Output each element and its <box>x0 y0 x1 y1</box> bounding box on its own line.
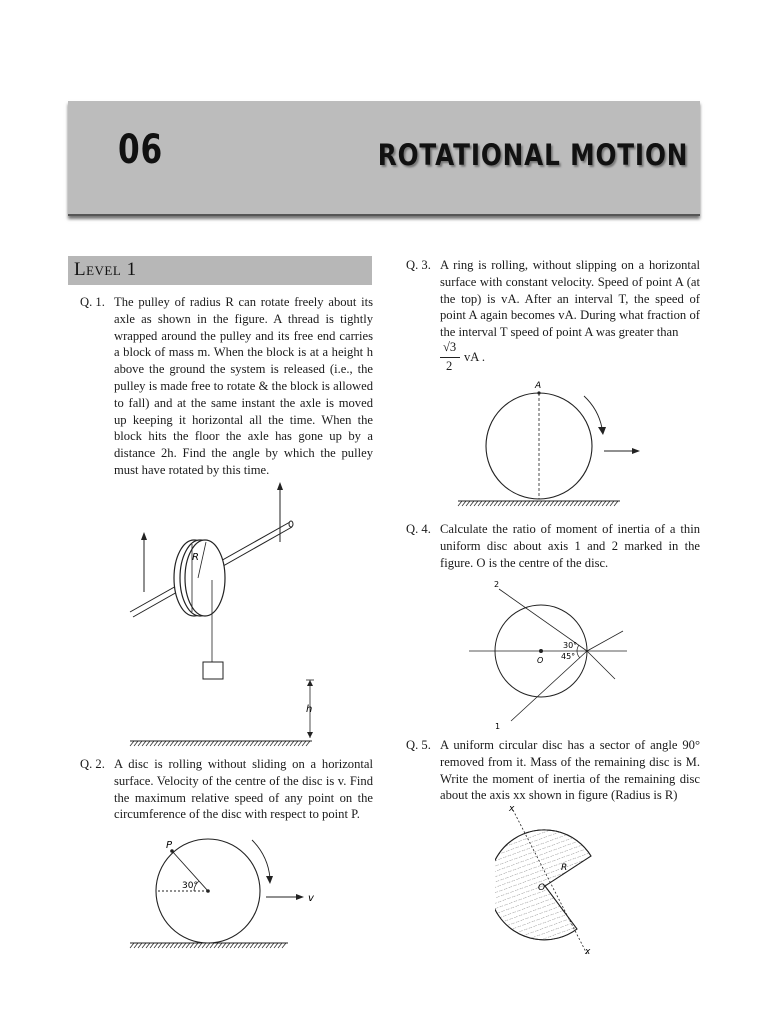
ground-hatch <box>306 741 310 746</box>
ground-hatch <box>506 501 510 506</box>
ground-hatch <box>166 943 170 948</box>
ground-hatch <box>222 943 226 948</box>
ground-hatch <box>534 501 538 506</box>
chapter-title: ROTATIONAL MOTION <box>377 138 688 172</box>
ground-hatch <box>494 501 498 506</box>
question-5 <box>406 737 700 805</box>
ground-hatch <box>174 943 178 948</box>
ground-hatch <box>462 501 466 506</box>
ground-hatch <box>538 501 542 506</box>
ground-hatch <box>218 943 222 948</box>
ground-hatch <box>522 501 526 506</box>
ground-hatch <box>562 501 566 506</box>
ground-hatch <box>490 501 494 506</box>
ground-hatch <box>190 741 194 746</box>
ground-hatch <box>286 741 290 746</box>
ground-hatch <box>158 741 162 746</box>
ground-hatch <box>150 741 154 746</box>
question-number: Q. 1. <box>80 295 105 309</box>
ground-hatch <box>478 501 482 506</box>
ground-hatch <box>546 501 550 506</box>
point-a-label: A <box>535 381 542 391</box>
ground-hatch <box>290 741 294 746</box>
ground-hatch <box>138 943 142 948</box>
question-2 <box>80 756 373 826</box>
ground-hatch <box>250 943 254 948</box>
height-label: h <box>306 704 313 715</box>
ground-hatch <box>278 741 282 746</box>
ground-hatch <box>610 501 614 506</box>
ground-hatch <box>238 741 242 746</box>
ground-hatch <box>178 943 182 948</box>
angle-label: 30° <box>182 881 198 891</box>
axis-2-label: 2 <box>494 580 500 589</box>
ground-hatch <box>142 741 146 746</box>
ground-hatch <box>210 943 214 948</box>
axis-x-top-label: x <box>509 804 515 814</box>
ground-hatch <box>486 501 490 506</box>
ground-hatch <box>234 943 238 948</box>
ground-hatch <box>570 501 574 506</box>
ground-hatch <box>166 741 170 746</box>
question-number: Q. 3. <box>406 258 431 272</box>
ground-hatch <box>254 943 258 948</box>
ground-hatch <box>258 741 262 746</box>
ground-hatch <box>270 741 274 746</box>
rolling-ring-figure <box>452 380 652 515</box>
question-number: Q. 5. <box>406 738 431 752</box>
ground-hatch <box>606 501 610 506</box>
angle-45-label: 45° <box>561 652 576 661</box>
question-number: Q. 4. <box>406 522 431 536</box>
ground-hatch <box>198 741 202 746</box>
ground-hatch <box>582 501 586 506</box>
axis-1-label: 1 <box>495 722 501 731</box>
ground-hatch <box>554 501 558 506</box>
ground-hatch <box>242 943 246 948</box>
ground-hatch <box>154 943 158 948</box>
ground-hatch <box>198 943 202 948</box>
ground-hatch <box>202 943 206 948</box>
radius-r-label: R <box>561 863 568 873</box>
ground-hatch <box>502 501 506 506</box>
ground-hatch <box>302 741 306 746</box>
fraction-numerator: √3 <box>443 340 457 354</box>
ground-hatch <box>218 741 222 746</box>
ground-hatch <box>178 741 182 746</box>
ground-hatch <box>262 741 266 746</box>
fraction-denominator: 2 <box>446 359 453 373</box>
ground-hatch <box>258 943 262 948</box>
angle-30-label: 30° <box>563 641 578 650</box>
ground-hatch <box>234 741 238 746</box>
ground-hatch <box>202 741 206 746</box>
ground-hatch <box>150 943 154 948</box>
ground-hatch <box>498 501 502 506</box>
centre-o-label: O <box>538 883 546 893</box>
ground-hatch <box>598 501 602 506</box>
ground-hatch <box>270 943 274 948</box>
fraction-tail: vA . <box>464 350 485 364</box>
level-label: Level 1 <box>74 259 137 280</box>
ground-hatch <box>210 741 214 746</box>
ground-hatch <box>242 741 246 746</box>
ground-hatch <box>542 501 546 506</box>
question-1 <box>80 294 373 484</box>
ground-hatch <box>566 501 570 506</box>
ground-hatch <box>578 501 582 506</box>
ground-hatch <box>154 741 158 746</box>
question-text: A uniform circular disc has a sector of angle 90° removed from it. Mass of the remaining disc is M. Write the moment of inertia of the remaining disc about the axis xx shown in figure (Radius is R) <box>440 738 700 803</box>
ground-hatch <box>142 943 146 948</box>
ground-hatch <box>474 501 478 506</box>
pulley-figure <box>120 480 320 750</box>
ground-hatch <box>590 501 594 506</box>
ground-hatch <box>230 741 234 746</box>
ground-hatch <box>158 943 162 948</box>
ground-hatch <box>162 943 166 948</box>
ground-hatch <box>190 943 194 948</box>
question-text: A ring is rolling, without slipping on a horizontal surface with constant velocity. Speed of point A (at the top) is vA. After an interval T, the speed of point A again becomes vA. During what fraction of the interval T speed of point A was greater than <box>440 258 700 340</box>
ground-hatch <box>482 501 486 506</box>
ground-hatch <box>194 943 198 948</box>
ground-hatch <box>558 501 562 506</box>
ground-hatch <box>594 501 598 506</box>
ground-hatch <box>274 943 278 948</box>
point-p-label: P <box>166 840 173 851</box>
ground-hatch <box>510 501 514 506</box>
ground-hatch <box>246 741 250 746</box>
ground-hatch <box>298 741 302 746</box>
ground-hatch <box>186 741 190 746</box>
ground-hatch <box>614 501 618 506</box>
question-text: Calculate the ratio of moment of inertia of a thin uniform disc about axis 1 and 2 marked in the figure. O is the centre of the disc. <box>440 522 700 570</box>
ground-hatch <box>470 501 474 506</box>
chapter-banner <box>68 101 700 216</box>
ground-hatch <box>138 741 142 746</box>
ground-hatch <box>134 943 138 948</box>
ground-hatch <box>206 943 210 948</box>
ground-hatch <box>186 943 190 948</box>
level-heading <box>68 256 372 285</box>
ground-hatch <box>586 501 590 506</box>
sector-disc-figure <box>495 802 615 962</box>
ground-hatch <box>602 501 606 506</box>
ground-hatch <box>170 943 174 948</box>
axis-x-bottom-label: x <box>585 947 591 957</box>
ground-hatch <box>170 741 174 746</box>
ground-hatch <box>146 741 150 746</box>
ground-hatch <box>130 741 134 746</box>
ground-hatch <box>146 943 150 948</box>
ground-hatch <box>214 741 218 746</box>
radius-label: R <box>192 552 199 563</box>
ground-hatch <box>226 741 230 746</box>
ground-hatch <box>250 741 254 746</box>
ground-hatch <box>134 741 138 746</box>
ground-hatch <box>466 501 470 506</box>
ground-hatch <box>246 943 250 948</box>
centre-label: O <box>537 656 544 665</box>
ground-hatch <box>278 943 282 948</box>
ground-hatch <box>230 943 234 948</box>
velocity-label: v <box>308 893 314 904</box>
ground-hatch <box>282 741 286 746</box>
ground-hatch <box>574 501 578 506</box>
ground-hatch <box>274 741 278 746</box>
chapter-number: 06 <box>118 127 163 173</box>
ground-hatch <box>266 741 270 746</box>
question-number: Q. 2. <box>80 757 105 771</box>
ground-hatch <box>174 741 178 746</box>
ground-hatch <box>458 501 462 506</box>
ground-hatch <box>214 943 218 948</box>
ground-hatch <box>254 741 258 746</box>
ground-hatch <box>238 943 242 948</box>
question-text: A disc is rolling without sliding on a horizontal surface. Velocity of the centre of the disc is v. Find the maximum relative speed of any point on the circumference of the disc with respect to point P. <box>114 757 373 822</box>
ground-hatch <box>182 943 186 948</box>
question-3 <box>406 257 700 342</box>
ground-hatch <box>182 741 186 746</box>
disc-axes-figure <box>465 575 635 735</box>
rolling-disc-figure <box>120 830 320 960</box>
ground-hatch <box>518 501 522 506</box>
ground-hatch <box>550 501 554 506</box>
ground-hatch <box>130 943 134 948</box>
ground-hatch <box>162 741 166 746</box>
question-4 <box>406 521 700 573</box>
ground-hatch <box>222 741 226 746</box>
ground-hatch <box>282 943 286 948</box>
ground-hatch <box>514 501 518 506</box>
ground-hatch <box>226 943 230 948</box>
question-text: The pulley of radius R can rotate freely about its axle as shown in the figure. A thread is tightly wrapped around the pulley and its free end carries a block of mass m. When the block is at a height h above the ground the system is released (i.e., the pulley is made free to rotate & the block is allowed to fall) and at the same instant the axle is moved up keeping it horizontal all the time. When the block hits the floor the axle has gone up by a distance 2h. Find the angle by which the pulley must have rotated by this time. <box>114 295 373 477</box>
ground-hatch <box>526 501 530 506</box>
ground-hatch <box>262 943 266 948</box>
ground-hatch <box>530 501 534 506</box>
ground-hatch <box>194 741 198 746</box>
ground-hatch <box>294 741 298 746</box>
ground-hatch <box>266 943 270 948</box>
ground-hatch <box>206 741 210 746</box>
